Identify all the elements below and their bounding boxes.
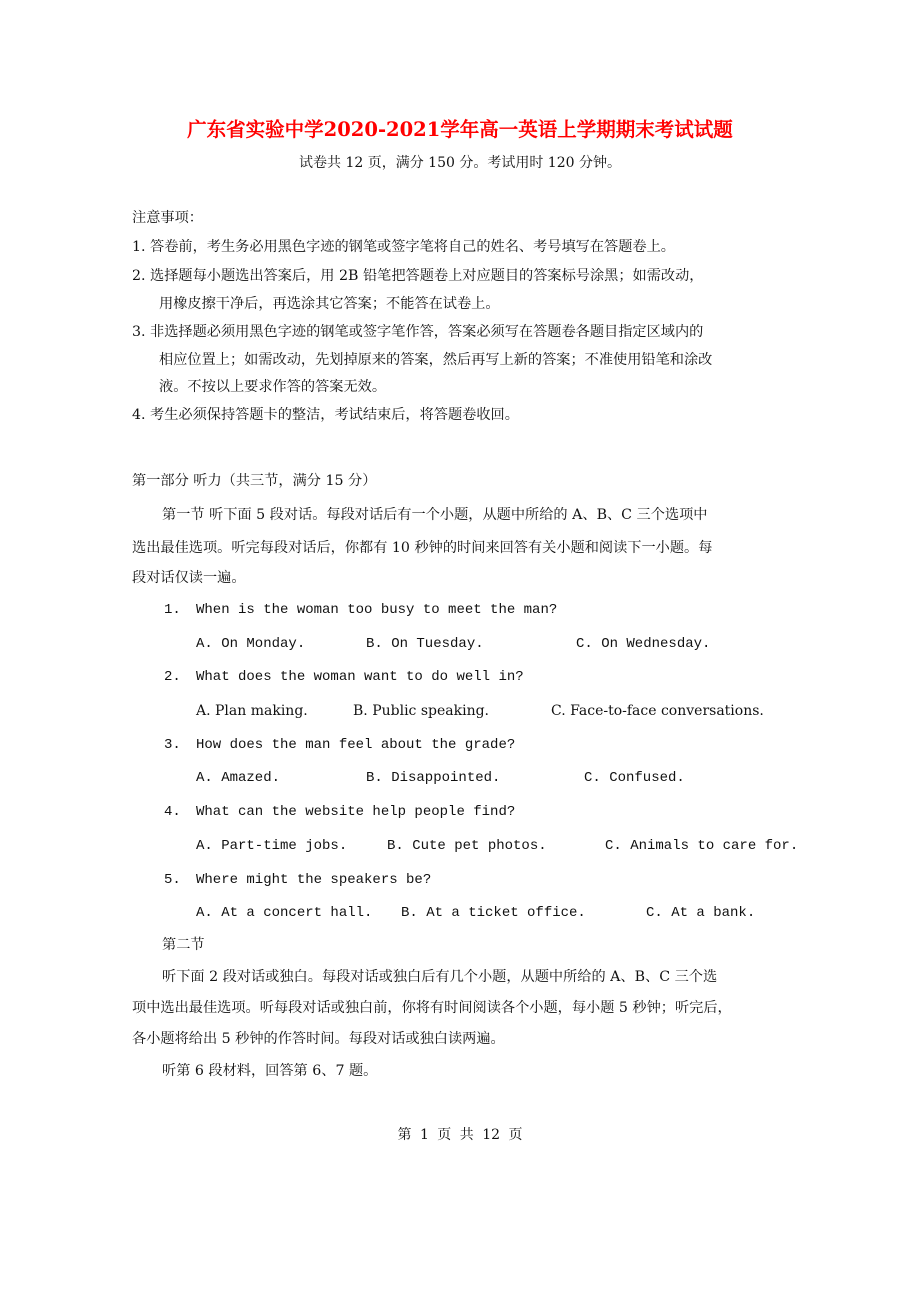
notice-line-2-cont: 用橡皮擦干净后，再选涂其它答案；不能答在试卷上。 — [159, 296, 500, 312]
question-4-option-a: A. Part-time jobs. — [196, 838, 348, 854]
section2-intro-1: 听下面 2 段对话或独白。每段对话或独白后有几个小题，从题中所给的 A、B、C 三个选 — [162, 969, 718, 985]
question-3-number: 3. — [164, 737, 181, 753]
document-title: 广东省实验中学2020-2021学年高一英语上学期期末考试试题 — [187, 118, 733, 141]
notice-line-3-cont-2: 液。不按以上要求作答的答案无效。 — [159, 379, 387, 395]
question-2-number: 2. — [164, 669, 181, 685]
question-3-option-b: B. Disappointed. — [366, 770, 501, 786]
question-5-option-c: C. At a bank. — [646, 905, 756, 921]
question-3-option-c: C. Confused. — [584, 770, 685, 786]
question-5-number: 5. — [164, 872, 181, 888]
question-2-option-b: B. Public speaking. — [353, 703, 490, 719]
section1-intro-1: 第一节 听下面 5 段对话。每段对话后有一个小题，从题中所给的 A、B、C 三个选项中 — [162, 507, 708, 523]
page-number: 第 1 页 共 12 页 — [397, 1127, 523, 1143]
section2-intro-2: 项中选出最佳选项。听每段对话或独白前，你将有时间阅读各个小题，每小题 5 秒钟；听完后， — [132, 1000, 732, 1016]
notice-line-3-cont-1: 相应位置上；如需改动，先划掉原来的答案，然后再写上新的答案；不准使用铅笔和涂改 — [159, 352, 713, 368]
question-1-option-c: C. On Wednesday. — [576, 636, 711, 652]
question-1-number: 1. — [164, 602, 181, 618]
question-2-text: What does the woman want to do well in? — [196, 669, 524, 685]
question-1-option-b: B. On Tuesday. — [366, 636, 484, 652]
notice-heading: 注意事项： — [132, 210, 203, 226]
question-4-option-b: B. Cute pet photos. — [387, 838, 547, 854]
question-5-text: Where might the speakers be? — [196, 872, 432, 888]
document-subtitle: 试卷共 12 页，满分 150 分。考试用时 120 分钟。 — [299, 155, 621, 171]
question-1-text: When is the woman too busy to meet the man? — [196, 602, 558, 618]
question-5-option-b: B. At a ticket office. — [401, 905, 586, 921]
material-6-instruction: 听第 6 段材料，回答第 6、7 题。 — [162, 1063, 378, 1079]
question-2-option-c: C. Face-to-face conversations. — [551, 703, 764, 719]
question-4-text: What can the website help people find? — [196, 804, 516, 820]
part1-heading: 第一部分 听力（共三节，满分 15 分） — [132, 473, 377, 489]
notice-line-3: 3. 非选择题必须用黑色字迹的钢笔或签字笔作答，答案必须写在答题卷各题目指定区域内的 — [132, 324, 704, 340]
notice-line-1: 1. 答卷前，考生务必用黑色字迹的钢笔或签字笔将自己的姓名、考号填写在答题卷上。 — [132, 239, 675, 255]
question-4-number: 4. — [164, 804, 181, 820]
question-5-option-a: A. At a concert hall. — [196, 905, 373, 921]
section1-intro-2: 选出最佳选项。听完每段对话后，你都有 10 秒钟的时间来回答有关小题和阅读下一小题。每 — [132, 540, 713, 556]
section1-intro-3: 段对话仅读一遍。 — [132, 570, 246, 586]
notice-line-4: 4. 考生必须保持答题卡的整洁，考试结束后，将答题卷收回。 — [132, 407, 519, 423]
question-3-text: How does the man feel about the grade? — [196, 737, 516, 753]
notice-line-2: 2. 选择题每小题选出答案后，用 2B 铅笔把答题卷上对应题目的答案标号涂黑；如需改动， — [132, 268, 704, 284]
question-3-option-a: A. Amazed. — [196, 770, 281, 786]
question-1-option-a: A. On Monday. — [196, 636, 306, 652]
question-2-option-a: A. Plan making. — [196, 703, 308, 719]
section2-heading: 第二节 — [162, 937, 205, 953]
question-4-option-c: C. Animals to care for. — [605, 838, 799, 854]
section2-intro-3: 各小题将给出 5 秒钟的作答时间。每段对话或独白读两遍。 — [132, 1031, 505, 1047]
